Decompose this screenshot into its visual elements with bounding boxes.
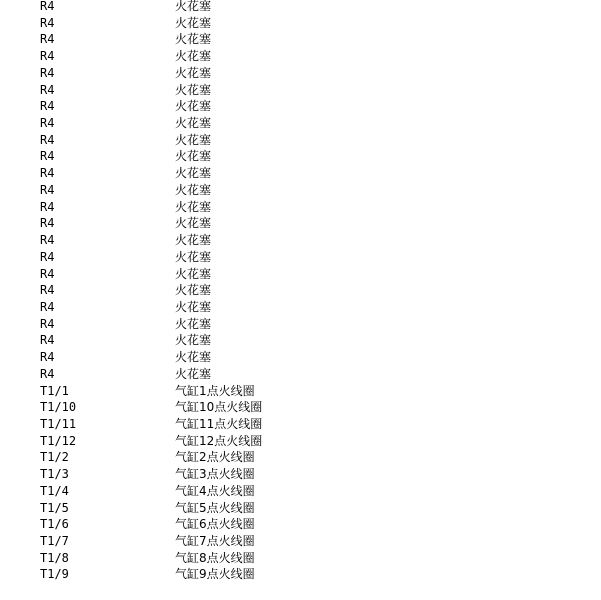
component-code: R4 — [40, 132, 55, 147]
component-code: R4 — [40, 0, 55, 13]
component-code: R4 — [40, 266, 55, 281]
component-code: R4 — [40, 99, 55, 114]
component-code: R4 — [40, 116, 55, 131]
component-code: T1/2 — [40, 450, 69, 465]
list-row — [0, 115, 601, 132]
component-description: 气缸1点火线圈 — [175, 383, 255, 398]
component-description: 气缸8点火线圈 — [175, 550, 255, 565]
component-description: 火花塞 — [175, 132, 212, 147]
component-code: R4 — [40, 316, 55, 331]
component-code: R4 — [40, 366, 55, 381]
component-code: R4 — [40, 333, 55, 348]
component-code: T1/3 — [40, 467, 69, 482]
list-row — [0, 0, 601, 15]
component-description: 火花塞 — [175, 82, 212, 97]
component-description: 气缸12点火线圈 — [175, 433, 263, 448]
list-row — [0, 399, 601, 416]
list-row — [0, 349, 601, 366]
list-row — [0, 433, 601, 450]
list-row — [0, 550, 601, 567]
component-description: 火花塞 — [175, 316, 212, 331]
component-description: 火花塞 — [175, 366, 212, 381]
component-code: T1/9 — [40, 567, 69, 582]
component-code: R4 — [40, 216, 55, 231]
component-description: 气缸10点火线圈 — [175, 400, 263, 415]
component-description: 气缸5点火线圈 — [175, 500, 255, 515]
list-row — [0, 483, 601, 500]
component-code: T1/12 — [40, 433, 77, 448]
component-description: 气缸3点火线圈 — [175, 467, 255, 482]
component-code: R4 — [40, 233, 55, 248]
list-row — [0, 215, 601, 232]
component-code: T1/8 — [40, 550, 69, 565]
list-row — [0, 516, 601, 533]
list-row — [0, 148, 601, 165]
list-row — [0, 566, 601, 583]
component-description: 火花塞 — [175, 266, 212, 281]
component-code: R4 — [40, 15, 55, 30]
list-row — [0, 466, 601, 483]
list-row — [0, 332, 601, 349]
list-row — [0, 48, 601, 65]
list-row — [0, 249, 601, 266]
list-row — [0, 500, 601, 517]
component-code: R4 — [40, 283, 55, 298]
component-description: 火花塞 — [175, 299, 212, 314]
component-description: 气缸2点火线圈 — [175, 450, 255, 465]
component-description: 火花塞 — [175, 166, 212, 181]
list-row — [0, 98, 601, 115]
component-code: T1/11 — [40, 416, 77, 431]
component-code: R4 — [40, 149, 55, 164]
component-description: 火花塞 — [175, 350, 212, 365]
list-row — [0, 366, 601, 383]
component-code: R4 — [40, 299, 55, 314]
component-description: 火花塞 — [175, 199, 212, 214]
component-description: 气缸7点火线圈 — [175, 534, 255, 548]
component-description: 火花塞 — [175, 149, 212, 164]
component-code: R4 — [40, 32, 55, 47]
list-row — [0, 416, 601, 433]
component-code: T1/1 — [40, 383, 69, 398]
component-code: R4 — [40, 49, 55, 64]
component-description: 火花塞 — [175, 333, 212, 348]
component-description: 气缸4点火线圈 — [175, 483, 255, 498]
list-row — [0, 232, 601, 249]
component-description: 火花塞 — [175, 283, 212, 298]
component-description: 火花塞 — [175, 182, 212, 197]
component-description: 火花塞 — [175, 32, 212, 47]
component-code: R4 — [40, 199, 55, 214]
list-row — [0, 449, 601, 466]
list-row — [0, 132, 601, 149]
component-description: 火花塞 — [175, 249, 212, 264]
component-code: R4 — [40, 166, 55, 181]
list-row — [0, 31, 601, 48]
component-code: R4 — [40, 82, 55, 97]
list-row — [0, 165, 601, 182]
component-code: R4 — [40, 182, 55, 197]
component-code: R4 — [40, 65, 55, 80]
component-code: T1/6 — [40, 517, 69, 532]
list-row — [0, 182, 601, 199]
list-row — [0, 266, 601, 283]
list-row — [0, 82, 601, 99]
component-description: 气缸9点火线圈 — [175, 567, 255, 582]
component-code: R4 — [40, 350, 55, 365]
component-description: 火花塞 — [175, 0, 212, 13]
list-row — [0, 383, 601, 400]
list-row — [0, 282, 601, 299]
component-code: R4 — [40, 249, 55, 264]
component-code: T1/4 — [40, 483, 69, 498]
component-description: 气缸11点火线圈 — [175, 416, 263, 431]
component-code: T1/10 — [40, 400, 77, 415]
component-code: T1/7 — [40, 534, 69, 548]
component-description: 火花塞 — [175, 65, 212, 80]
list-row — [0, 533, 601, 550]
list-row — [0, 199, 601, 216]
list-row — [0, 65, 601, 82]
list-row — [0, 15, 601, 32]
component-description: 火花塞 — [175, 116, 212, 131]
list-row — [0, 299, 601, 316]
component-description: 火花塞 — [175, 216, 212, 231]
component-description: 火花塞 — [175, 233, 212, 248]
component-description: 火花塞 — [175, 15, 212, 30]
component-description: 火花塞 — [175, 49, 212, 64]
component-description: 气缸6点火线圈 — [175, 517, 255, 532]
list-row — [0, 316, 601, 333]
component-description: 火花塞 — [175, 99, 212, 114]
component-code: T1/5 — [40, 500, 69, 515]
